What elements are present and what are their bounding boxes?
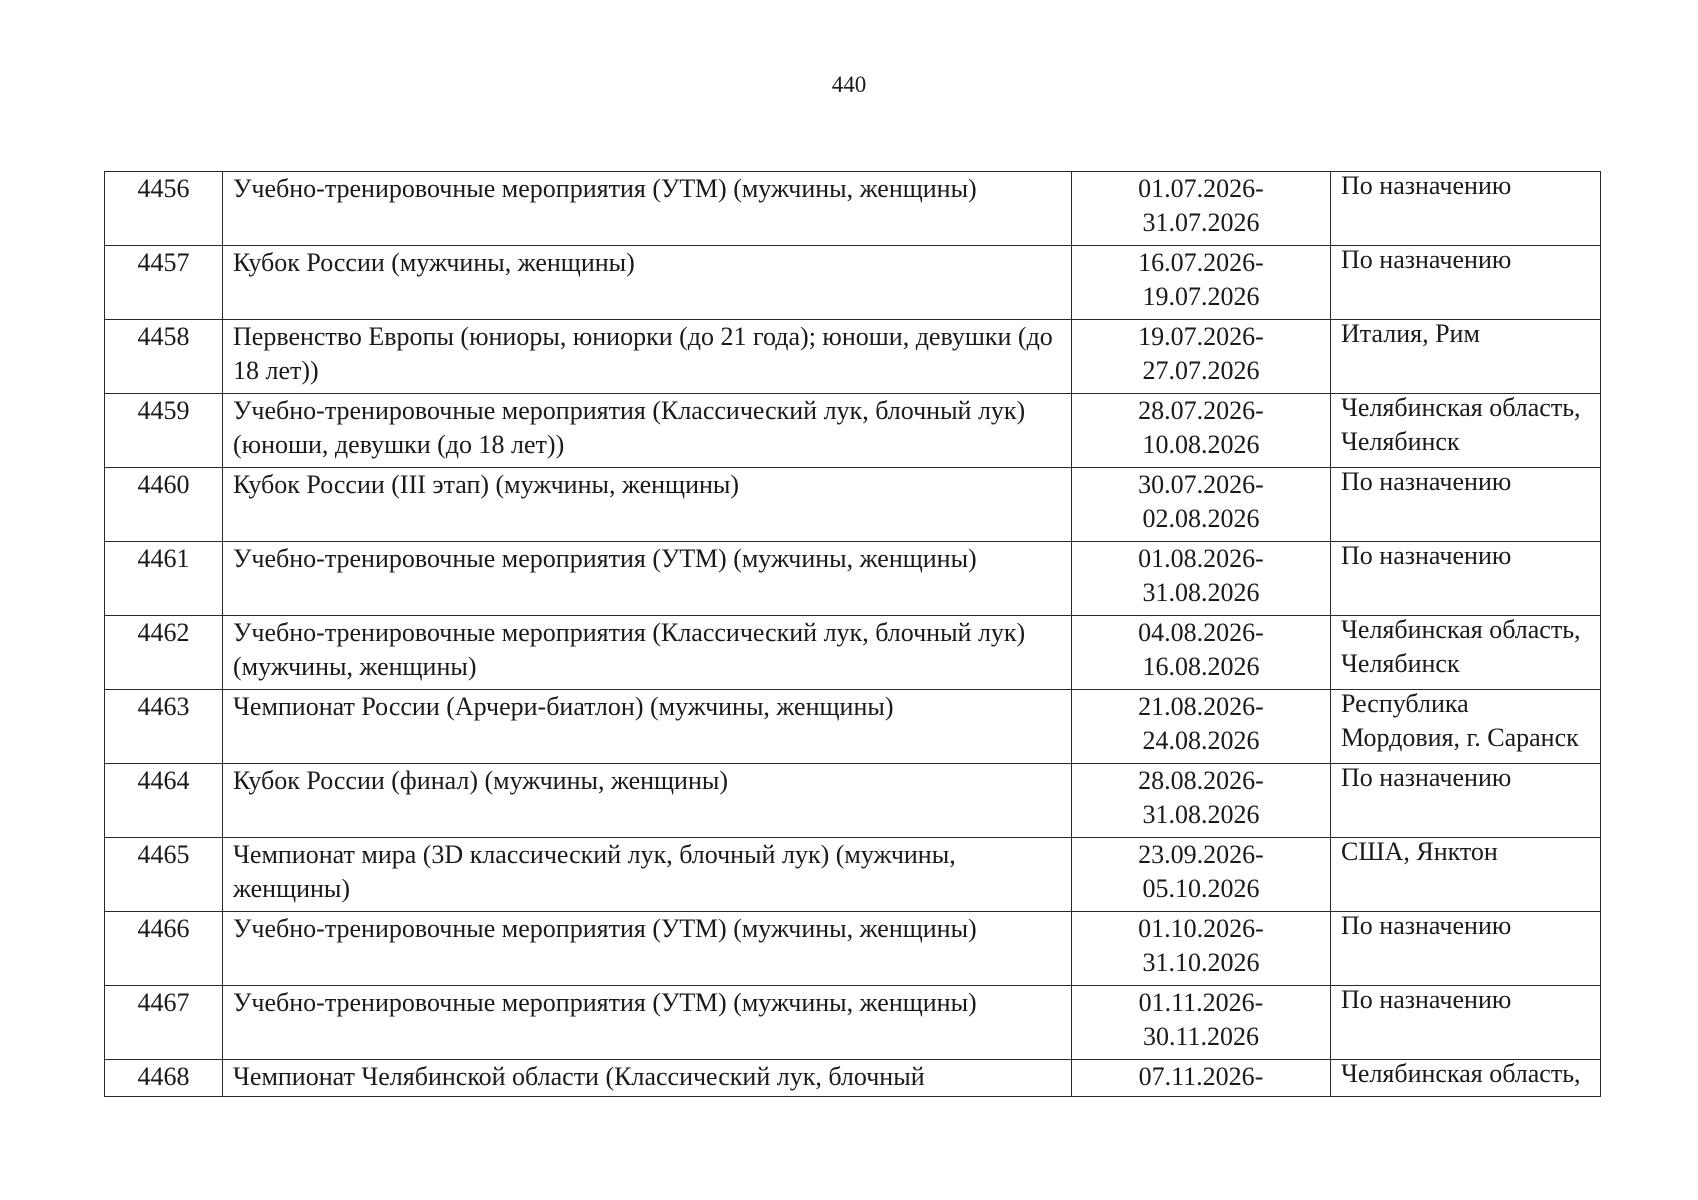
- table-row: [105, 838, 1601, 912]
- event-number: 4466: [105, 912, 223, 986]
- event-place-text: По назначению: [1341, 985, 1512, 1014]
- event-dates: [1072, 172, 1331, 246]
- event-dates-text: 30.07.2026- 02.08.2026: [1138, 470, 1264, 533]
- event-number: 4458: [105, 320, 223, 394]
- table-row: [105, 394, 1601, 468]
- event-name: Учебно-тренировочные мероприятия (Классический лук, блочный лук) (юноши, девушки (до 18 лет)): [223, 394, 1072, 468]
- event-number: 4462: [105, 616, 223, 690]
- event-number: 4461: [105, 542, 223, 616]
- event-dates: [1072, 986, 1331, 1060]
- event-name: Учебно-тренировочные мероприятия (УТМ) (мужчины, женщины): [223, 912, 1072, 986]
- event-number: 4465: [105, 838, 223, 912]
- event-dates-text: 01.08.2026- 31.08.2026: [1138, 544, 1264, 607]
- event-name: Чемпионат мира (3D классический лук, блочный лук) (мужчины, женщины): [223, 838, 1072, 912]
- event-number: 4457: [105, 246, 223, 320]
- event-dates-text: 04.08.2026- 16.08.2026: [1138, 618, 1264, 681]
- event-dates: [1072, 246, 1331, 320]
- event-number: 4464: [105, 764, 223, 838]
- event-dates-text: 01.07.2026- 31.07.2026: [1138, 174, 1264, 237]
- event-place-text: Челябинская область,: [1341, 1059, 1581, 1088]
- event-place: [1331, 246, 1601, 320]
- event-dates: [1072, 468, 1331, 542]
- event-dates-text: 16.07.2026- 19.07.2026: [1138, 248, 1264, 311]
- event-dates-text: 21.08.2026- 24.08.2026: [1138, 692, 1264, 755]
- event-place: [1331, 764, 1601, 838]
- event-place-text: По назначению: [1341, 763, 1512, 792]
- table-row: [105, 172, 1601, 246]
- event-name: Кубок России (мужчины, женщины): [223, 246, 1072, 320]
- event-place-text: По назначению: [1341, 245, 1512, 274]
- table-row: [105, 764, 1601, 838]
- event-name: Учебно-тренировочные мероприятия (УТМ) (мужчины, женщины): [223, 172, 1072, 246]
- event-name: Первенство Европы (юниоры, юниорки (до 21 года); юноши, девушки (до 18 лет)): [223, 320, 1072, 394]
- event-place-text: Челябинская область, Челябинск: [1341, 393, 1581, 456]
- event-place-text: По назначению: [1341, 467, 1512, 496]
- event-number: 4463: [105, 690, 223, 764]
- events-table-body: [105, 172, 1601, 1097]
- event-dates-text: 28.07.2026- 10.08.2026: [1138, 396, 1264, 459]
- table-row: [105, 912, 1601, 986]
- event-dates: [1072, 690, 1331, 764]
- event-place: [1331, 912, 1601, 986]
- event-place: [1331, 1060, 1601, 1097]
- event-dates: [1072, 838, 1331, 912]
- event-dates: [1072, 616, 1331, 690]
- table-row: [105, 542, 1601, 616]
- event-dates-text: 07.11.2026-: [1138, 1062, 1264, 1091]
- table-row: [105, 986, 1601, 1060]
- event-dates-text: 01.10.2026- 31.10.2026: [1138, 914, 1264, 977]
- event-place: [1331, 468, 1601, 542]
- table-row: [105, 468, 1601, 542]
- event-number: 4456: [105, 172, 223, 246]
- event-place: [1331, 986, 1601, 1060]
- event-dates: [1072, 320, 1331, 394]
- event-place: [1331, 542, 1601, 616]
- event-place-text: Италия, Рим: [1341, 319, 1480, 348]
- event-place-text: По назначению: [1341, 171, 1512, 200]
- event-place-text: По назначению: [1341, 911, 1512, 940]
- event-number: 4467: [105, 986, 223, 1060]
- event-place: [1331, 690, 1601, 764]
- event-dates: [1072, 764, 1331, 838]
- event-name: Чемпионат России (Арчери-биатлон) (мужчины, женщины): [223, 690, 1072, 764]
- event-place: [1331, 172, 1601, 246]
- event-name: Учебно-тренировочные мероприятия (Классический лук, блочный лук) (мужчины, женщины): [223, 616, 1072, 690]
- event-place-text: Республика Мордовия, г. Саранск: [1341, 689, 1579, 752]
- event-name: Чемпионат Челябинской области (Классический лук, блочный: [223, 1060, 1072, 1097]
- events-table: [104, 171, 1601, 1097]
- event-dates-text: 23.09.2026- 05.10.2026: [1138, 840, 1264, 903]
- table-row: [105, 690, 1601, 764]
- event-dates-text: 01.11.2026- 30.11.2026: [1138, 988, 1264, 1051]
- event-place: [1331, 394, 1601, 468]
- event-name: Кубок России (III этап) (мужчины, женщины): [223, 468, 1072, 542]
- table-row: [105, 616, 1601, 690]
- event-place-text: США, Янктон: [1341, 837, 1498, 866]
- event-name: Учебно-тренировочные мероприятия (УТМ) (мужчины, женщины): [223, 986, 1072, 1060]
- event-number: 4459: [105, 394, 223, 468]
- table-row: [105, 320, 1601, 394]
- event-place: [1331, 616, 1601, 690]
- table-row: [105, 1060, 1601, 1097]
- event-dates: [1072, 912, 1331, 986]
- page-number: 440: [831, 72, 867, 97]
- table-row: [105, 246, 1601, 320]
- event-number: 4460: [105, 468, 223, 542]
- event-dates: [1072, 1060, 1331, 1097]
- event-dates-text: 28.08.2026- 31.08.2026: [1138, 766, 1264, 829]
- event-dates: [1072, 394, 1331, 468]
- event-place: [1331, 320, 1601, 394]
- event-name: Учебно-тренировочные мероприятия (УТМ) (мужчины, женщины): [223, 542, 1072, 616]
- event-place-text: По назначению: [1341, 541, 1512, 570]
- event-place: [1331, 838, 1601, 912]
- event-dates: [1072, 542, 1331, 616]
- event-name: Кубок России (финал) (мужчины, женщины): [223, 764, 1072, 838]
- event-place-text: Челябинская область, Челябинск: [1341, 615, 1581, 678]
- event-number: 4468: [105, 1060, 223, 1097]
- event-dates-text: 19.07.2026- 27.07.2026: [1138, 322, 1264, 385]
